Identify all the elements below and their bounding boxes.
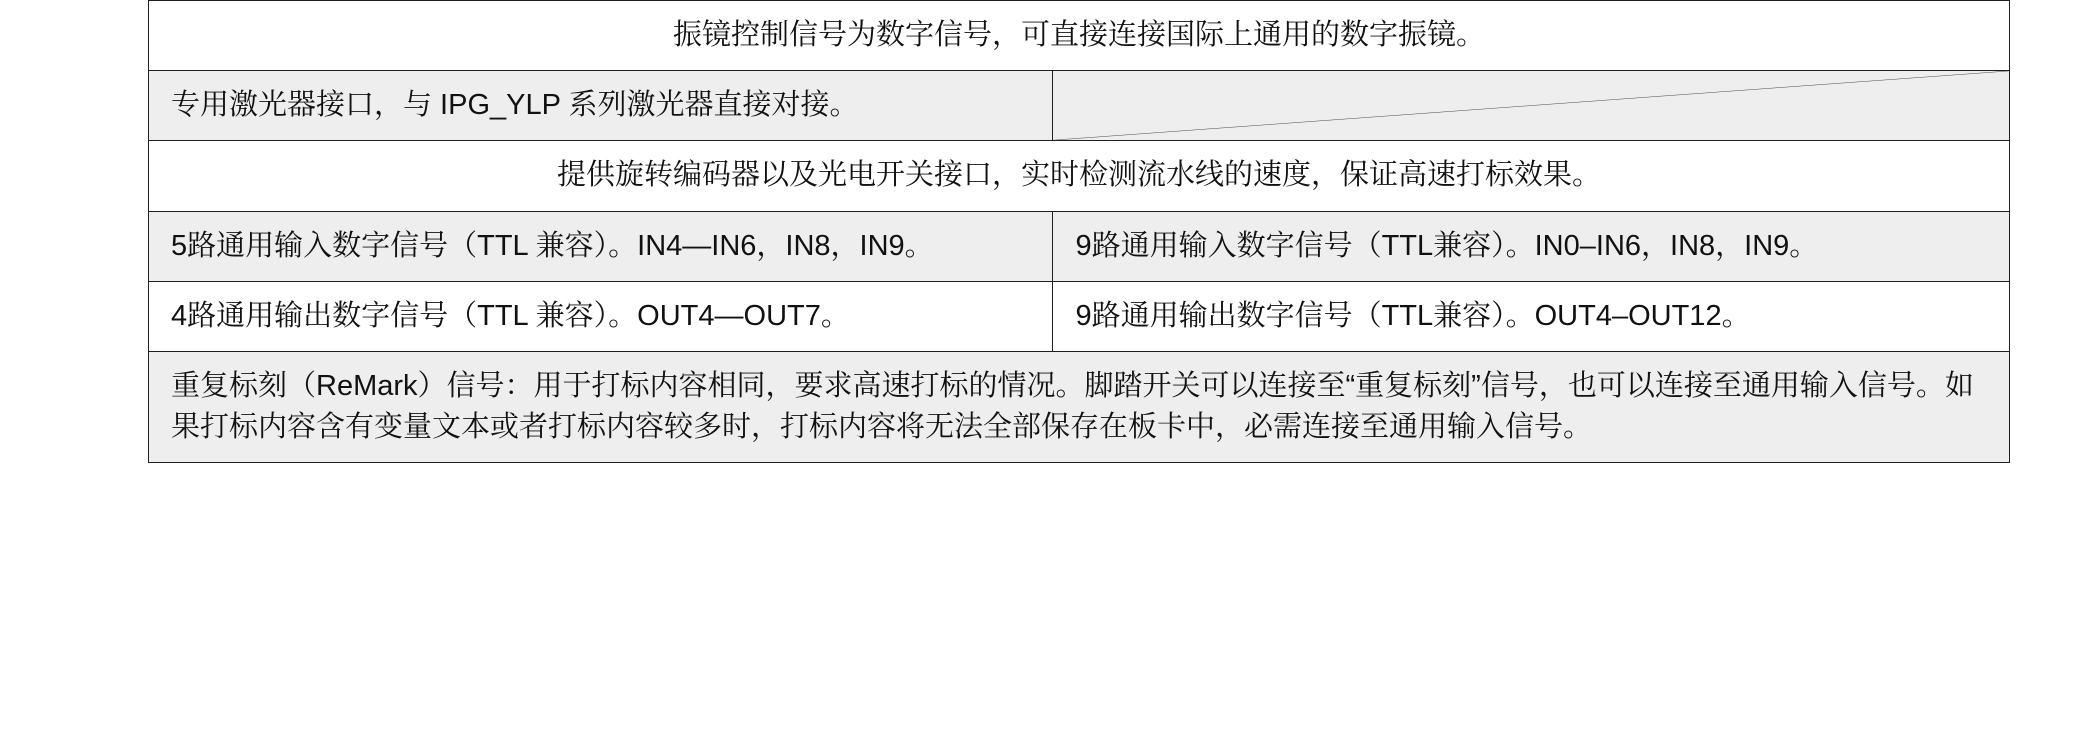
table-row [149, 141, 2010, 211]
table-cell-laser-interface: 专用激光器接口，与 IPG_YLP 系列激光器直接对接。 [149, 71, 1053, 141]
table-cell-input-signals-right: 9路通用输入数字信号（TTL兼容）。IN0–IN6，IN8，IN9。 [1053, 211, 2010, 281]
table-row [149, 351, 2010, 462]
table-row [149, 211, 2010, 281]
table-row [149, 1, 2010, 71]
table-row [149, 281, 2010, 351]
table-cell-encoder-interface: 提供旋转编码器以及光电开关接口，实时检测流水线的速度，保证高速打标效果。 [149, 141, 2010, 211]
table-cell-remark-signal: 重复标刻（ReMark）信号：用于打标内容相同，要求高速打标的情况。脚踏开关可以连接至“重复标刻”信号，也可以连接至通用输入信号。如果打标内容含有变量文本或者打标内容较多时，打标内容将无法全部保存在板卡中，必需连接至通用输入信号。 [149, 351, 2010, 462]
table-cell-galvo-signal: 振镜控制信号为数字信号，可直接连接国际上通用的数字振镜。 [149, 1, 2010, 71]
specification-table [148, 0, 2010, 463]
table-cell-output-signals-right: 9路通用输出数字信号（TTL兼容）。OUT4–OUT12。 [1053, 281, 2010, 351]
table-cell-diagonal-empty [1053, 71, 2010, 141]
table-row [149, 71, 2010, 141]
diagonal-line-icon [1053, 71, 2009, 140]
table-cell-input-signals-left: 5路通用输入数字信号（TTL 兼容）。IN4—IN6，IN8，IN9。 [149, 211, 1053, 281]
table-cell-output-signals-left: 4路通用输出数字信号（TTL 兼容）。OUT4—OUT7。 [149, 281, 1053, 351]
